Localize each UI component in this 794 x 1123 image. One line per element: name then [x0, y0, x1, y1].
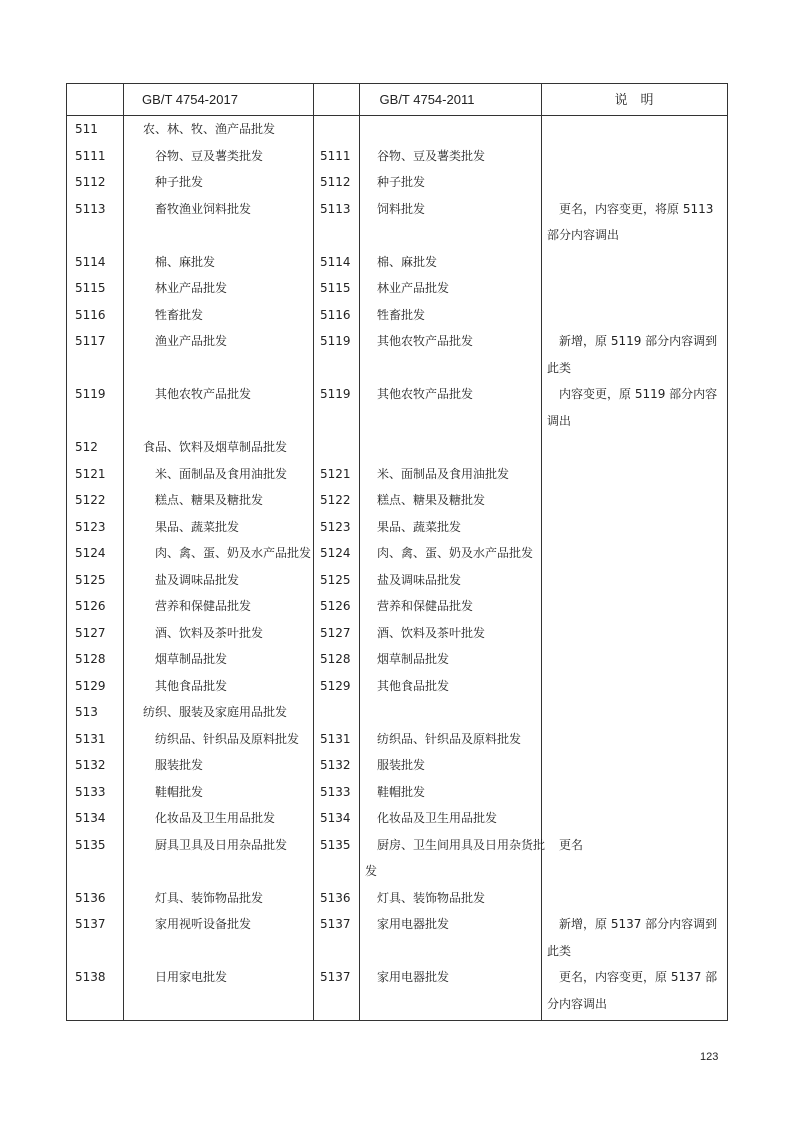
table-row: [67, 752, 727, 779]
code-2011: 5132: [320, 758, 351, 772]
name-2011: 棉、麻批发: [377, 254, 438, 269]
table-row: [67, 196, 727, 249]
code-2011: 5119: [320, 387, 351, 401]
name-2011: 酒、饮料及茶叶批发: [377, 625, 486, 640]
table-row: [67, 567, 727, 594]
name-2011: 肉、禽、蛋、奶及水产品批发: [377, 546, 534, 560]
name-2017: 营养和保健品批发: [155, 599, 252, 613]
code-2017: 5124: [75, 546, 106, 560]
table-row: [67, 540, 727, 567]
name-2017: 家用视听设备批发: [155, 917, 252, 931]
table-row: [67, 964, 727, 1017]
name-2011: 厨房、卫生间用具及日用杂货批发: [365, 837, 546, 878]
code-2017: 5134: [75, 811, 106, 825]
code-2011: 5131: [320, 731, 351, 746]
code-2011: 5116: [320, 307, 351, 322]
code-2011: 5128: [320, 652, 351, 666]
code-2011: 5115: [320, 281, 351, 295]
code-2017: 5128: [75, 652, 106, 666]
table-row: [67, 275, 727, 302]
name-2011: 盐及调味品批发: [377, 572, 462, 587]
code-2017: 513: [75, 705, 98, 719]
name-2017: 渔业产品批发: [155, 334, 228, 348]
table-row: [67, 461, 727, 488]
name-2011: 糕点、糖果及糖批发: [377, 493, 486, 507]
code-2011: 5135: [320, 837, 351, 852]
code-2017: 512: [75, 440, 98, 454]
code-2011: 5123: [320, 519, 351, 534]
code-2017: 5111: [75, 148, 106, 163]
code-2011: 5137: [320, 970, 351, 984]
table-row: [67, 620, 727, 647]
code-2011: 5127: [320, 625, 351, 640]
code-2011: 5114: [320, 254, 351, 269]
name-2011: 牲畜批发: [377, 307, 426, 322]
table-row: [67, 646, 727, 673]
name-2017: 谷物、豆及薯类批发: [155, 148, 264, 163]
code-2017: 5131: [75, 731, 106, 746]
code-2011: 5126: [320, 599, 351, 613]
code-2011: 5112: [320, 175, 351, 189]
name-2011: 纺织品、针织品及原料批发: [377, 731, 522, 746]
code-2011: 5125: [320, 572, 351, 587]
code-2017: 5135: [75, 837, 106, 852]
name-2011: 其他食品批发: [377, 678, 450, 693]
note-text: 更名，内容变更，原 5137 部分内容调出: [547, 970, 718, 1011]
code-2017: 5117: [75, 334, 106, 348]
name-2017: 纺织品、针织品及原料批发: [155, 731, 300, 746]
table-row: [67, 434, 727, 461]
name-2017: 果品、蔬菜批发: [155, 519, 240, 534]
code-2017: 5133: [75, 784, 106, 799]
name-2011: 谷物、豆及薯类批发: [377, 148, 486, 163]
code-2017: 5138: [75, 970, 106, 984]
code-2017: 5123: [75, 519, 106, 534]
table-row: [67, 487, 727, 514]
table-row: [67, 116, 727, 143]
name-2011: 其他农牧产品批发: [377, 387, 474, 401]
code-2017: 5121: [75, 466, 106, 481]
name-2011: 鞋帽批发: [377, 784, 426, 799]
name-2011: 种子批发: [377, 175, 426, 189]
table-row: [67, 143, 727, 170]
name-2011: 饲料批发: [377, 201, 426, 216]
note-text: 更名，内容变更，将原 5113 部分内容调出: [547, 201, 714, 242]
name-2017: 牲畜批发: [155, 307, 204, 322]
name-2017: 服装批发: [155, 758, 204, 772]
name-2017: 盐及调味品批发: [155, 572, 240, 587]
name-2017: 鞋帽批发: [155, 784, 204, 799]
table-row: [67, 673, 727, 700]
name-2017: 其他食品批发: [155, 678, 228, 693]
name-2017: 食品、饮料及烟草制品批发: [143, 440, 288, 454]
code-2017: 5125: [75, 572, 106, 587]
code-2011: 5111: [320, 148, 351, 163]
header-note: 说 明: [614, 92, 654, 107]
table-row: [67, 169, 727, 196]
code-2017: 5122: [75, 493, 106, 507]
table-row: [67, 726, 727, 753]
code-2017: 5126: [75, 599, 106, 613]
code-2011: 5134: [320, 811, 351, 825]
name-2017: 日用家电批发: [155, 970, 228, 984]
name-2017: 糕点、糖果及糖批发: [155, 493, 264, 507]
code-2011: 5121: [320, 466, 351, 481]
comparison-table: [66, 83, 728, 1021]
name-2017: 棉、麻批发: [155, 254, 216, 269]
name-2011: 营养和保健品批发: [377, 599, 474, 613]
code-2017: 5136: [75, 890, 106, 905]
code-2011: 5129: [320, 678, 351, 693]
table-row: [67, 832, 727, 885]
code-2017: 511: [75, 122, 98, 136]
name-2017: 酒、饮料及茶叶批发: [155, 625, 264, 640]
code-2017: 5119: [75, 387, 106, 401]
table-row: [67, 699, 727, 726]
table-row: [67, 885, 727, 912]
name-2017: 种子批发: [155, 175, 204, 189]
code-2017: 5129: [75, 678, 106, 693]
name-2017: 农、林、牧、渔产品批发: [143, 122, 276, 136]
code-2017: 5114: [75, 254, 106, 269]
name-2011: 果品、蔬菜批发: [377, 519, 462, 534]
page-number: 123: [700, 1051, 719, 1063]
code-2011: 5133: [320, 784, 351, 799]
table-row: [67, 805, 727, 832]
name-2011: 家用电器批发: [377, 917, 450, 931]
table-row: [67, 328, 727, 381]
name-2011: 家用电器批发: [377, 970, 450, 984]
note-text: 新增，原 5137 部分内容调到此类: [547, 917, 718, 958]
table-row: [67, 779, 727, 806]
code-2011: 5137: [320, 917, 351, 931]
note-text: 新增，原 5119 部分内容调到此类: [547, 334, 718, 375]
name-2011: 其他农牧产品批发: [377, 334, 474, 348]
name-2017: 纺织、服装及家庭用品批发: [143, 705, 288, 719]
code-2017: 5113: [75, 201, 106, 216]
name-2017: 厨具卫具及日用杂品批发: [155, 837, 288, 852]
name-2017: 米、面制品及食用油批发: [155, 466, 288, 481]
name-2011: 米、面制品及食用油批发: [377, 466, 510, 481]
name-2017: 畜牧渔业饲料批发: [155, 201, 252, 216]
code-2017: 5115: [75, 281, 106, 295]
name-2011: 灯具、装饰物品批发: [377, 890, 486, 905]
name-2017: 化妆品及卫生用品批发: [155, 811, 276, 825]
name-2017: 烟草制品批发: [155, 652, 228, 666]
code-2011: 5122: [320, 493, 351, 507]
code-2017: 5127: [75, 625, 106, 640]
note-text: 更名: [559, 837, 584, 852]
code-2017: 5116: [75, 307, 106, 322]
name-2011: 烟草制品批发: [377, 652, 450, 666]
code-2017: 5137: [75, 917, 106, 931]
header-old-standard: GB/T 4754-2011: [379, 92, 475, 107]
name-2017: 肉、禽、蛋、奶及水产品批发: [155, 546, 312, 560]
table-row: [67, 593, 727, 620]
table-row: [67, 249, 727, 276]
name-2017: 其他农牧产品批发: [155, 387, 252, 401]
name-2011: 林业产品批发: [377, 281, 450, 295]
name-2011: 化妆品及卫生用品批发: [377, 811, 498, 825]
table-row: [67, 381, 727, 434]
table-row: [67, 514, 727, 541]
code-2011: 5124: [320, 546, 351, 560]
code-2017: 5112: [75, 175, 106, 189]
note-text: 内容变更，原 5119 部分内容调出: [547, 387, 718, 428]
name-2017: 灯具、装饰物品批发: [155, 890, 264, 905]
code-2011: 5119: [320, 334, 351, 348]
header-new-standard: GB/T 4754-2017: [142, 92, 238, 107]
table-row: [67, 302, 727, 329]
table-body: [67, 116, 727, 1017]
table-row: [67, 911, 727, 964]
name-2011: 服装批发: [377, 758, 426, 772]
name-2017: 林业产品批发: [155, 281, 228, 295]
code-2017: 5132: [75, 758, 106, 772]
code-2011: 5113: [320, 201, 351, 216]
code-2011: 5136: [320, 890, 351, 905]
